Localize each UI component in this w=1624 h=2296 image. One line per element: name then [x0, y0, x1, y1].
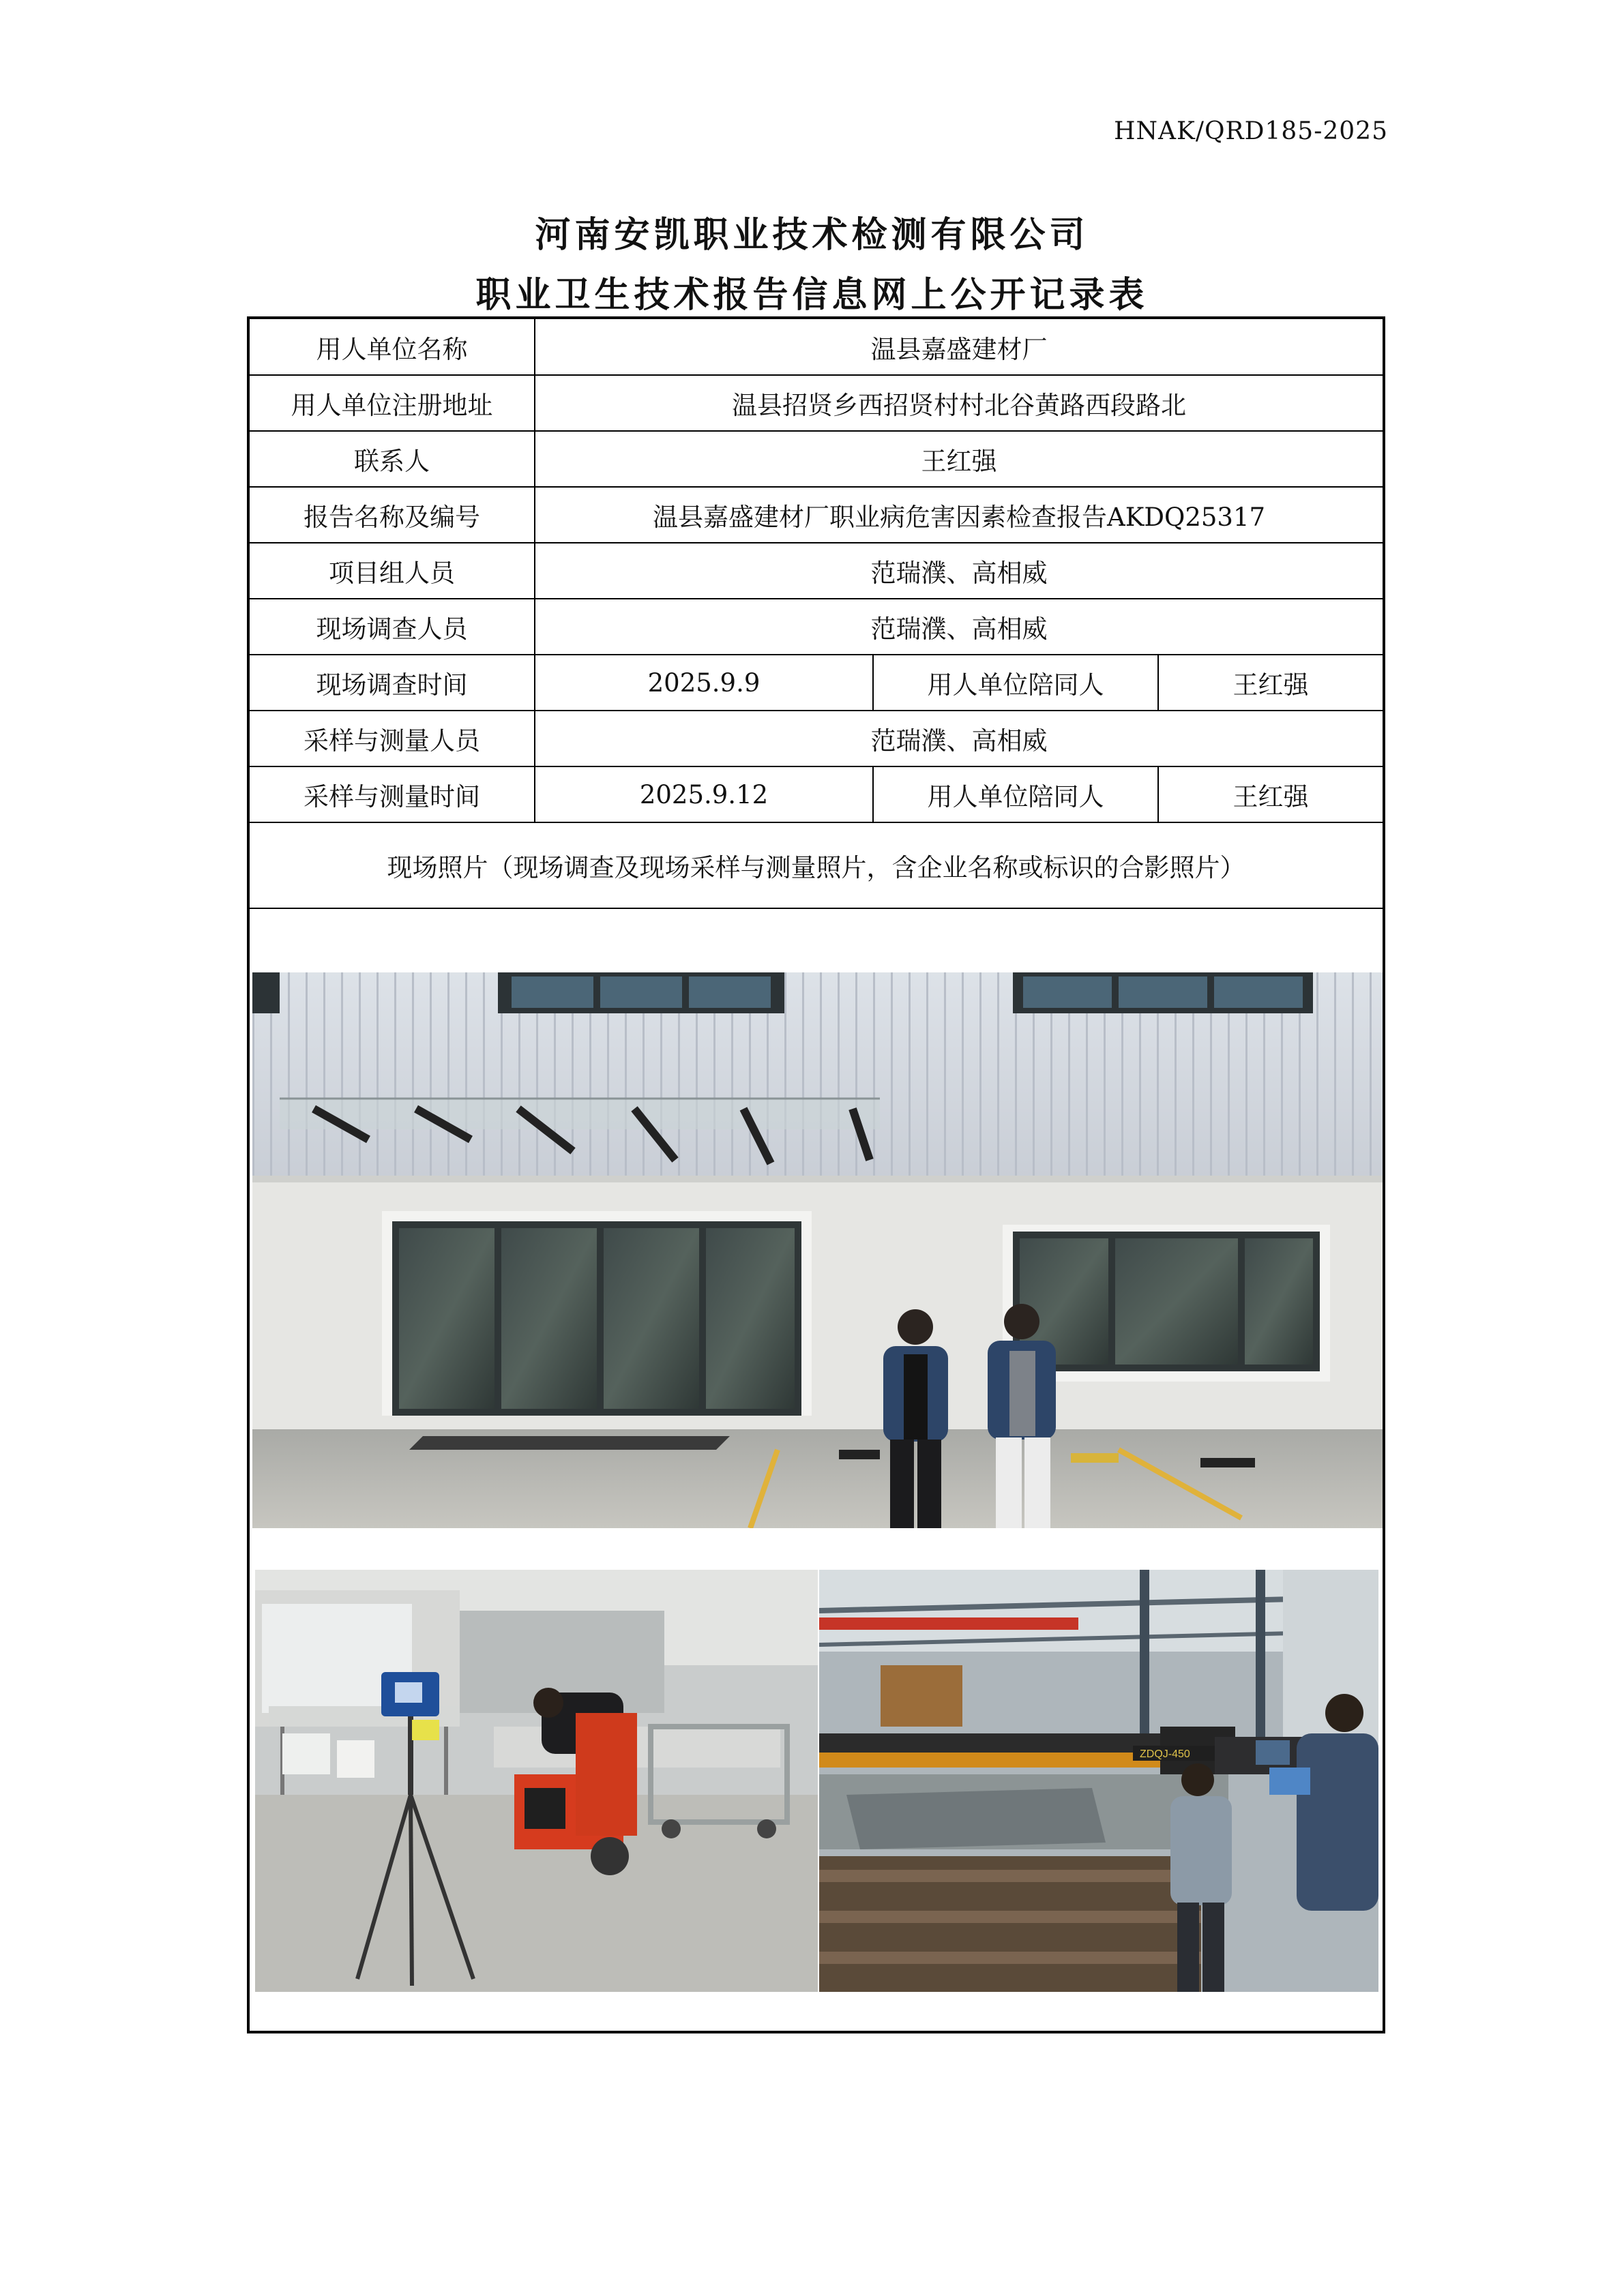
- info-table: [250, 319, 1383, 909]
- table-row: [250, 822, 1383, 908]
- sampling-companion-label: 用人单位陪同人: [873, 766, 1158, 822]
- table-row: [250, 431, 1383, 487]
- table-row: [250, 543, 1383, 599]
- survey-time-value: 2025.9.9: [535, 655, 873, 711]
- project-team-label: 项目组人员: [250, 543, 535, 599]
- project-team-value: 范瑞濮、高相威: [535, 543, 1383, 599]
- table-row: [250, 375, 1383, 431]
- survey-time-label: 现场调查时间: [250, 655, 535, 711]
- table-row: [250, 711, 1383, 766]
- table-row: [250, 487, 1383, 543]
- survey-companion-value: 王红强: [1158, 655, 1383, 711]
- sampling-companion-value: 王红强: [1158, 766, 1383, 822]
- workshop-sampling-photo: [255, 1570, 818, 1992]
- sampling-time-label: 采样与测量时间: [250, 766, 535, 822]
- sampling-time-value: 2025.9.12: [535, 766, 873, 822]
- group-photo-building: [252, 972, 1383, 1528]
- table-row: [250, 655, 1383, 711]
- sampling-staff-value: 范瑞濮、高相威: [535, 711, 1383, 766]
- record-form: [247, 316, 1385, 2033]
- employer-name-label: 用人单位名称: [250, 319, 535, 375]
- report-label: 报告名称及编号: [250, 487, 535, 543]
- table-row: [250, 766, 1383, 822]
- sampling-staff-label: 采样与测量人员: [250, 711, 535, 766]
- company-title: 河南安凯职业技术检测有限公司: [535, 214, 1089, 256]
- cutting-machine-photo: [819, 1570, 1378, 1992]
- employer-address-label: 用人单位注册地址: [250, 375, 535, 431]
- survey-companion-label: 用人单位陪同人: [873, 655, 1158, 711]
- table-row: [250, 319, 1383, 375]
- form-title: 职业卫生技术报告信息网上公开记录表: [475, 274, 1149, 316]
- employer-address-value: 温县招贤乡西招贤村村北谷黄路西段路北: [535, 375, 1383, 431]
- document-number: HNAK/QRD185-2025: [1114, 117, 1388, 145]
- photos-heading: 现场照片（现场调查及现场采样与测量照片，含企业名称或标识的合影照片）: [250, 822, 1383, 908]
- contact-value: 王红强: [535, 431, 1383, 487]
- employer-name-value: 温县嘉盛建材厂: [535, 319, 1383, 375]
- table-row: [250, 599, 1383, 655]
- report-value: 温县嘉盛建材厂职业病危害因素检查报告AKDQ25317: [535, 487, 1383, 543]
- survey-staff-label: 现场调查人员: [250, 599, 535, 655]
- survey-staff-value: 范瑞濮、高相威: [535, 599, 1383, 655]
- contact-label: 联系人: [250, 431, 535, 487]
- machine-label: ZDQJ-450: [1140, 1748, 1190, 1760]
